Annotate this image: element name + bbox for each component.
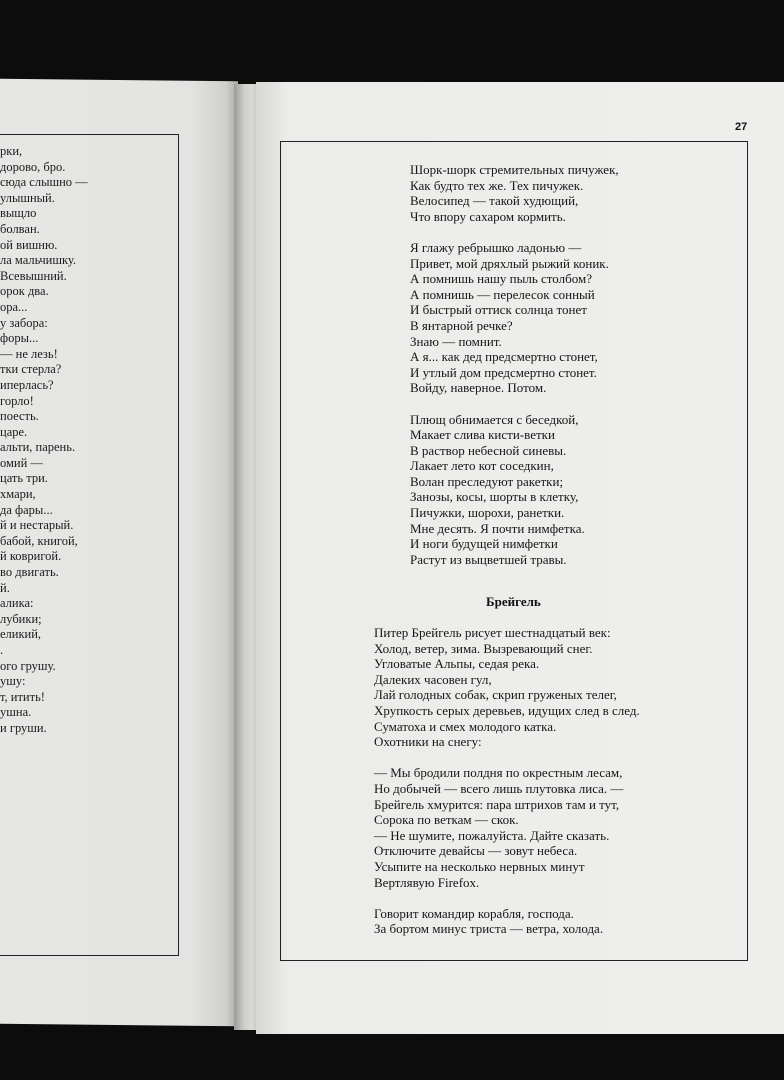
left-page-line: т, итить! <box>0 689 45 704</box>
poem-line: Шорк-шорк стремительных пичужек, <box>410 162 619 177</box>
left-page-line: горло! <box>0 393 34 408</box>
poem-line: Пичужки, шорохи, ранетки. <box>410 505 565 521</box>
poem-title: Брейгель <box>486 594 541 609</box>
poem-line: — Мы бродили полдня по окрестным лесам, <box>374 765 623 781</box>
left-page-line: ой вишню. <box>0 237 58 252</box>
left-page-line: рки, <box>0 144 23 158</box>
left-page-line: царе. <box>0 424 28 439</box>
left-page-line: ора... <box>0 299 28 314</box>
poem-breigel <box>374 625 640 937</box>
left-page-text <box>0 144 178 944</box>
poem-line: И утлый дом предсмертно стонет. <box>410 364 597 380</box>
left-page-line: алика: <box>0 596 34 611</box>
left-page-line: альти, парень. <box>0 440 76 455</box>
poem-line: Как будто тех же. Тех пичужек. <box>410 177 584 193</box>
left-page-line: дорово, бро. <box>0 159 66 174</box>
poem-line: Плющ обнимается с беседкой, <box>410 411 579 427</box>
poem-line: Но добычей — всего лишь плутовка лиса. — <box>374 780 624 796</box>
poem-line: Занозы, косы, шорты в клетку, <box>410 489 579 505</box>
left-page-line: форы... <box>0 331 39 346</box>
left-page-line: улышный. <box>0 190 55 205</box>
left-page-line: ого грушу. <box>0 658 56 673</box>
left-page-line: поесть. <box>0 409 39 424</box>
poem-line: Знаю — помнит. <box>410 333 502 349</box>
left-page-line: ушна. <box>0 705 32 720</box>
poem-line: Питер Брейгель рисует шестнадцатый век: <box>374 625 611 640</box>
poem-line: За бортом минус триста — ветра, холода. <box>374 921 604 937</box>
poem-line: Я глажу ребрышко ладонью — <box>410 239 582 255</box>
poem-line: Что впору сахаром кормить. <box>410 208 566 224</box>
left-page-line: орок два. <box>0 284 49 299</box>
poem-line: Растут из выцветшей травы. <box>410 551 567 567</box>
left-page-line: цать три. <box>0 471 48 486</box>
left-page-line: и груши. <box>0 720 47 735</box>
page-number: 27 <box>735 121 748 133</box>
stanza-break <box>374 890 640 906</box>
poem-line: Волан преследуют ракетки; <box>410 473 564 489</box>
poem-line: Лай голодных собак, скрип груженых телег, <box>374 687 617 703</box>
left-page-line: еликий, <box>0 627 42 642</box>
poem-line: Угловатые Альпы, седая река. <box>374 656 540 672</box>
left-page-line: й и нестарый. <box>0 518 74 533</box>
stanza-break <box>410 224 619 240</box>
poem-line: Усыпите на несколько нервных минут <box>374 858 585 874</box>
left-page-line: во двигать. <box>0 565 59 580</box>
stanza-break <box>374 750 640 766</box>
left-page-line: бабой, книгой, <box>0 533 78 548</box>
left-page-line: Всевышний. <box>0 268 67 283</box>
poem-line: В янтарной речке? <box>410 317 513 333</box>
poem-line: Холод, ветер, зима. Вызревающий снег. <box>374 640 593 656</box>
poem-line: Далеких часовен гул, <box>374 671 492 687</box>
left-page-line: ушу: <box>0 674 26 689</box>
poem-line: Сорока по веткам — скок. <box>374 812 519 828</box>
poem-line: Вертлявую Firefox. <box>374 874 480 890</box>
left-page-line: й. <box>0 580 10 595</box>
poem-line: Привет, мой дряхлый рыжий коник. <box>410 255 609 271</box>
poem-line: Хрупкость серых деревьев, идущих след в след. <box>374 702 640 718</box>
poem-line: Велосипед — такой худющий, <box>410 193 579 209</box>
left-page-line: выщло <box>0 206 37 221</box>
poem-line: И быстрый оттиск солнца тонет <box>410 302 587 318</box>
left-page-line: хмари, <box>0 487 36 502</box>
poem-line: А помнишь — перелесок сонный <box>410 286 595 302</box>
poem-line: Брейгель хмурится: пара штрихов там и тут, <box>374 796 620 812</box>
poem-line: Макает слива кисти-ветки <box>410 427 555 443</box>
poem-untitled <box>410 162 619 567</box>
poem-line: Отключите девайсы — зовут небеса. <box>374 843 578 859</box>
left-page-line: й ковригой. <box>0 549 62 564</box>
poem-line: А я... как дед предсмертно стонет, <box>410 349 598 365</box>
poem-line: Мне десять. Я почти нимфетка. <box>410 520 585 536</box>
poem-line: Суматоха и смех молодого катка. <box>374 718 557 734</box>
left-page-line: — не лезь! <box>0 346 58 361</box>
left-page-line: болван. <box>0 221 40 236</box>
left-page-line: да фары... <box>0 502 53 517</box>
left-page-line: у забора: <box>0 315 48 330</box>
poem-line: Охотники на снегу: <box>374 734 482 750</box>
left-page-line: ла мальчишку. <box>0 253 77 268</box>
poem-line: Лакает лето кот соседкин, <box>410 458 554 474</box>
poem-line: Войду, наверное. Потом. <box>410 380 547 396</box>
left-page-line: лубики; <box>0 611 42 626</box>
poem-line: А помнишь нашу пыль столбом? <box>410 271 592 287</box>
poem-line: — Не шумите, пожалуйста. Дайте сказать. <box>374 827 610 843</box>
poem-line: В раствор небесной синевы. <box>410 442 567 458</box>
left-page-line: сюда слышно — <box>0 175 88 190</box>
left-page-line: омий — <box>0 455 43 470</box>
left-page-line: . <box>0 643 4 657</box>
poem-line: И ноги будущей нимфетки <box>410 536 558 552</box>
left-page-line: иперлась? <box>0 377 54 392</box>
poem-line: Говорит командир корабля, господа. <box>374 905 574 921</box>
stanza-break <box>410 396 619 412</box>
left-page-line: тки стерла? <box>0 362 62 377</box>
